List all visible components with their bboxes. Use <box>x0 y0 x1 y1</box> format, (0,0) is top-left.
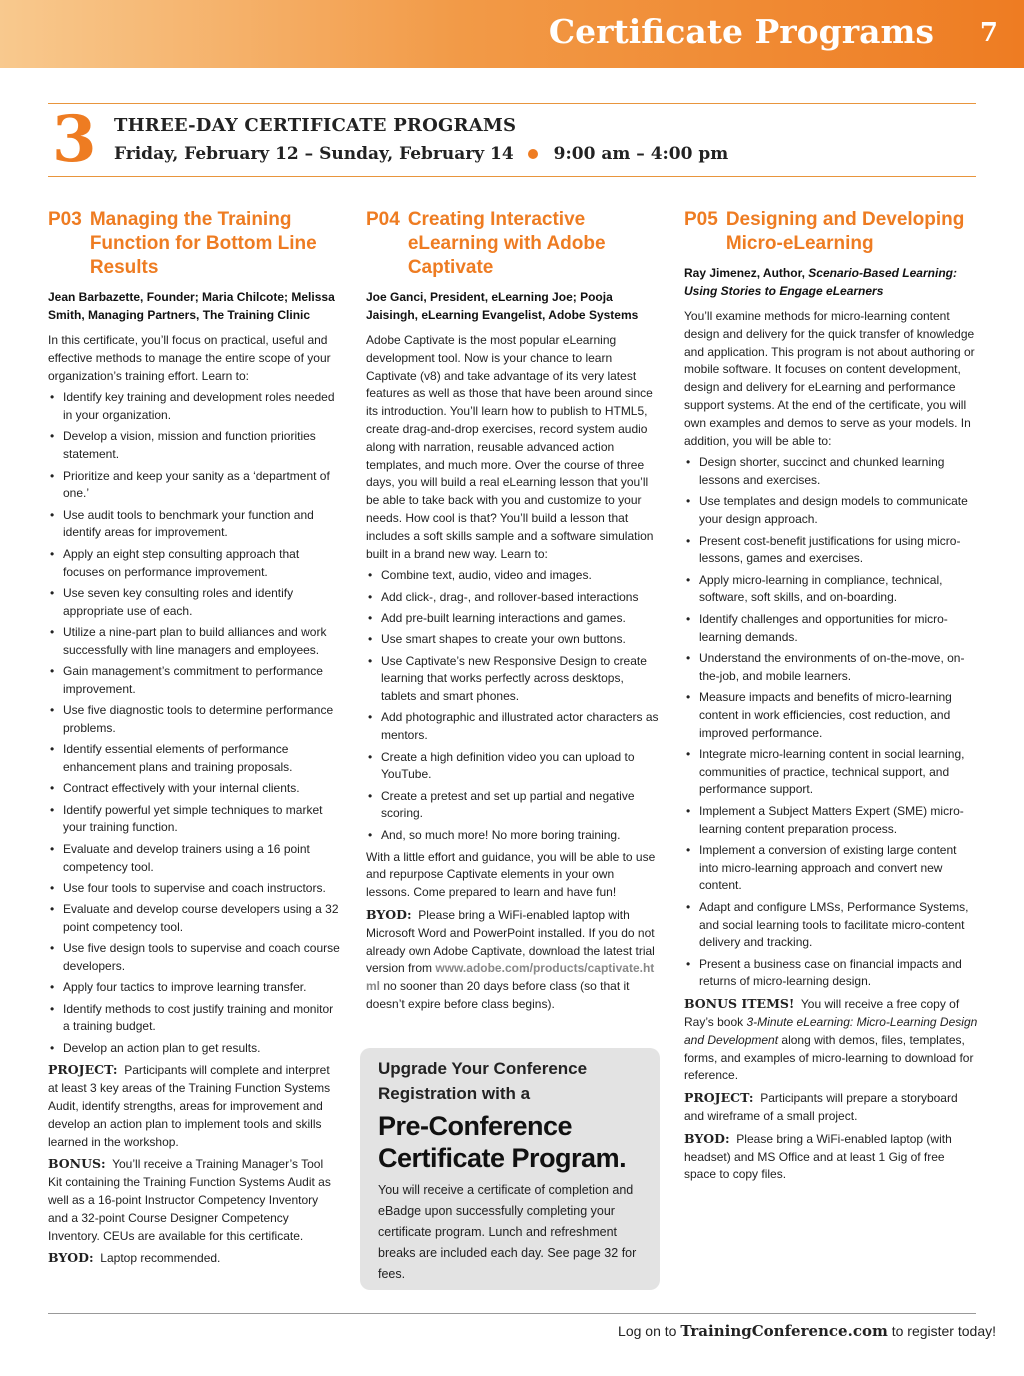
divider-bottom <box>48 176 976 177</box>
course-p03 <box>48 208 340 1272</box>
objective-item: • Apply four tactics to improve learning transfer. <box>48 979 340 997</box>
project-label: PROJECT: <box>48 1062 118 1078</box>
program-time: 9:00 am – 4:00 pm <box>553 144 729 164</box>
byod-note <box>366 906 660 1014</box>
bonus-label: BONUS: <box>48 1156 106 1172</box>
objective-item: • Design shorter, succinct and chunked learning lessons and exercises. <box>684 454 978 490</box>
promo-lead: Upgrade Your Conference Registration with a <box>378 1059 588 1103</box>
course-title <box>366 208 660 280</box>
objective-item: • Create a pretest and set up partial and negative scoring. <box>366 788 660 824</box>
byod-text: Please bring a WiFi-enabled laptop (with headset) and MS Office and at least 1 Gig of free space to copy files. <box>684 1131 952 1182</box>
course-title <box>684 208 978 256</box>
objective-item: • Add pre-built learning interactions and games. <box>366 610 660 628</box>
program-dates <box>114 144 728 164</box>
objective-item: • Develop an action plan to get results. <box>48 1040 340 1058</box>
objective-item: • Present cost-benefit justifications for using micro-lessons, games and exercises. <box>684 533 978 569</box>
byod-label: BYOD: <box>366 906 412 922</box>
bonus-note <box>684 995 978 1085</box>
project-text: Participants will complete and interpret at least 3 key areas of the Training Function Systems Audit, identify strengths, areas for improvement and develop an action plan to implement tools and skills learned in the workshop. <box>48 1063 331 1149</box>
course-code: P04 <box>366 209 400 230</box>
objective-item: • Use audit tools to benchmark your function and identify areas for improvement. <box>48 507 340 543</box>
footer <box>618 1322 996 1340</box>
byod-label: BYOD: <box>684 1130 730 1146</box>
adobe-download-link[interactable]: www.adobe.com/products/captivate.html <box>366 961 655 994</box>
byod-note <box>48 1249 340 1268</box>
registration-link[interactable]: TrainingConference.com <box>680 1322 888 1340</box>
presenters: Jean Barbazette, Founder; Maria Chilcote; Melissa Smith, Managing Partners, The Training Clinic <box>48 290 335 322</box>
program-number: 3 <box>52 102 97 177</box>
bonus-text: You’ll receive a Training Manager’s Tool Kit containing the Training Function Systems Audit as well as a 16-point Instructor Competency Inventory and a 32-point Course Designer Competency Inventory. CEUs are available for this certificate. <box>48 1157 331 1243</box>
course-code: P03 <box>48 209 82 230</box>
bonus-label: BONUS ITEMS! <box>684 996 795 1012</box>
objective-item: • Utilize a nine-part plan to build alliances and work successfully with line managers and employees. <box>48 624 340 660</box>
byod-text-cont: no sooner than 20 days before class (so that it doesn’t expire before class begins). <box>366 979 630 1011</box>
bonus-text: You will receive a free copy of Ray’s book <box>684 997 960 1029</box>
course-name: Designing and Developing Micro-eLearning <box>725 209 965 254</box>
objective-item: • Use five design tools to supervise and coach course developers. <box>48 940 340 976</box>
objective-item: • Use four tools to supervise and coach instructors. <box>48 880 340 898</box>
program-date-range: Friday, February 12 – Sunday, February 14 <box>114 144 514 164</box>
bonus-book: 3-Minute eLearning: Micro-Learning Design and Development <box>684 1014 978 1047</box>
objective-item: • Add photographic and illustrated actor characters as mentors. <box>366 709 660 745</box>
objective-item: • And, so much more! No more boring training. <box>366 827 660 845</box>
bonus-text-cont: along with demos, files, templates, forms, and examples of micro-learning to download for reference. <box>684 1032 974 1083</box>
course-p05 <box>684 208 978 1188</box>
bonus-note <box>48 1155 340 1245</box>
project-text: Participants will prepare a storyboard and wireframe of a small project. <box>684 1091 958 1123</box>
course-intro: In this certificate, you’ll focus on practical, useful and effective methods to manage the entire scope of your organization’s training effort. Learn to: <box>48 333 331 383</box>
program-heading: THREE-DAY CERTIFICATE PROGRAMS <box>114 115 517 136</box>
page-number: 7 <box>979 18 998 48</box>
byod-text: Laptop recommended. <box>100 1251 221 1266</box>
promo-headline: Pre-Conference Certificate Program. <box>378 1111 627 1173</box>
course-intro: You’ll examine methods for micro-learning content design and delivery for the quick transfer of knowledge and application. This program is not about authoring or mobile software. It focuses on content development, design and delivery for eLearning and performance support systems. At the end of the certificate, you will own examples and demos to serve as your models. In addition, you will be able to: <box>684 309 975 448</box>
page-title: Certificate Programs <box>548 12 934 51</box>
objective-item: • Add click-, drag-, and rollover-based interactions <box>366 589 660 607</box>
footer-post: to register today! <box>891 1323 996 1339</box>
byod-note <box>684 1130 978 1184</box>
presenters: Joe Ganci, President, eLearning Joe; Pooja Jaisingh, eLearning Evangelist, Adobe Systems <box>366 290 639 322</box>
objective-item: • Identify challenges and opportunities for micro-learning demands. <box>684 611 978 647</box>
objective-item: • Use templates and design models to communicate your design approach. <box>684 493 978 529</box>
divider-top <box>48 103 976 104</box>
objective-item: • Apply micro-learning in compliance, technical, software, soft skills, and on-boarding. <box>684 572 978 608</box>
presenters <box>684 264 978 300</box>
objective-item: • Measure impacts and benefits of micro-learning content in work efficiencies, cost reduction, and improved performance. <box>684 689 978 742</box>
byod-label: BYOD: <box>48 1250 94 1266</box>
objective-item: • Understand the environments of on-the-move, on-the-job, and mobile learners. <box>684 650 978 686</box>
objective-item: • Implement a conversion of existing large content into micro-learning approach and convert new content. <box>684 842 978 895</box>
course-code: P05 <box>684 209 718 230</box>
objective-item: • Evaluate and develop trainers using a 16 point competency tool. <box>48 841 340 877</box>
footer-divider <box>48 1313 976 1314</box>
objective-item: • Adapt and configure LMSs, Performance Systems, and social learning tools to facilitate micro-content delivery and tracking. <box>684 899 978 952</box>
presenter-book: Scenario-Based Learning: Using Stories to Engage eLearners <box>684 266 957 298</box>
objective-item: • Use Captivate’s new Responsive Design to create learning that works perfectly across desktops, tablets and smart phones. <box>366 653 660 706</box>
project-note <box>48 1061 340 1151</box>
objective-item: • Use smart shapes to create your own buttons. <box>366 631 660 649</box>
promo-body: You will receive a certificate of completion and eBadge upon successfully completing your certificate program. Lunch and refreshment breaks are included each day. See page 32 for fees. <box>378 1183 637 1281</box>
objective-item: • Identify methods to cost justify training and monitor a training budget. <box>48 1001 340 1037</box>
byod-text: Please bring a WiFi-enabled laptop with Microsoft Word and PowerPoint installed. If you do not already own Adobe Captivate, download the latest trial version from <box>366 907 655 976</box>
objective-item: • Apply an eight step consulting approach that focuses on performance improvement. <box>48 546 340 582</box>
objective-item: • Combine text, audio, video and images. <box>366 567 660 585</box>
header-banner <box>0 0 1024 68</box>
objective-item: • Create a high definition video you can upload to YouTube. <box>366 749 660 785</box>
course-title <box>48 208 340 280</box>
learning-objectives <box>684 454 978 991</box>
learning-objectives <box>48 389 340 1057</box>
objective-item: • Identify key training and development roles needed in your organization. <box>48 389 340 425</box>
objective-item: • Integrate micro-learning content in social learning, communities of practice, technical support, and performance support. <box>684 746 978 799</box>
objective-item: • Evaluate and develop course developers using a 32 point competency tool. <box>48 901 340 937</box>
objective-item: • Present a business case on financial impacts and returns of micro-learning design. <box>684 956 978 992</box>
objective-item: • Contract effectively with your internal clients. <box>48 780 340 798</box>
objective-item: • Develop a vision, mission and function priorities statement. <box>48 428 340 464</box>
objective-item: • Prioritize and keep your sanity as a ‘department of one.’ <box>48 468 340 504</box>
learning-objectives <box>366 567 660 844</box>
bullet-dot-icon <box>528 149 538 159</box>
objective-item: • Gain management’s commitment to performance improvement. <box>48 663 340 699</box>
course-name: Managing the Training Function for Bottom Line Results <box>89 209 317 278</box>
objective-item: • Use seven key consulting roles and identify appropriate use of each. <box>48 585 340 621</box>
objective-item: • Identify powerful yet simple techniques to market your training function. <box>48 802 340 838</box>
course-intro: Adobe Captivate is the most popular eLearning development tool. Now is your chance to learn Captivate (v8) and take advantage of its very latest features as well as those that have been around since its introduction. You’ll learn how to publish to HTML5, create drag-and-drop exercises, record system audio along with narration, reusable advanced action templates, and much more. Over the course of three days, you will build a real eLearning lesson that you’ll be able to take back with you and customize to your needs. How cool is that? You’ll build a lesson that includes a soft skills sample and a software simulation built in a brand new way. Learn to: <box>366 333 654 561</box>
footer-pre: Log on to <box>618 1323 677 1339</box>
course-closing: With a little effort and guidance, you will be able to use and repurpose Captivate elements in your own lessons. Come prepared to learn and have fun! <box>366 849 656 900</box>
course-p04 <box>366 208 660 1018</box>
project-note <box>684 1089 978 1126</box>
promo-box <box>360 1048 660 1290</box>
objective-item: • Identify essential elements of performance enhancement plans and training proposals. <box>48 741 340 777</box>
project-label: PROJECT: <box>684 1090 754 1106</box>
objective-item: • Implement a Subject Matters Expert (SME) micro-learning content preparation process. <box>684 803 978 839</box>
objective-item: • Use five diagnostic tools to determine performance problems. <box>48 702 340 738</box>
course-name: Creating Interactive eLearning with Adobe Captivate <box>407 209 606 278</box>
presenter-name: Ray Jimenez, Author, <box>684 266 805 280</box>
